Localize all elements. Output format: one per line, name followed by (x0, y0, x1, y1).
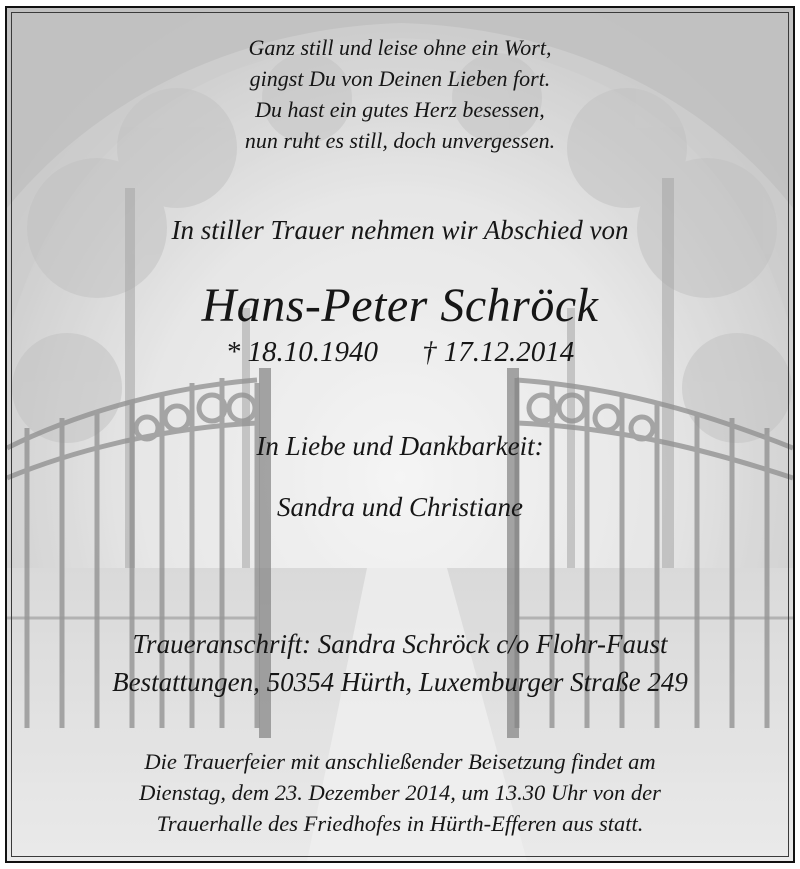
death-date: † 17.12.2014 (422, 336, 575, 368)
birth-date: * 18.10.1940 (225, 336, 378, 368)
address-line: Bestattungen, 50354 Hürth, Luxemburger Straße 249 (112, 667, 688, 697)
obituary-notice (5, 6, 795, 863)
poem-line: Ganz still und leise ohne ein Wort, (248, 35, 552, 60)
poem-line: Du hast ein gutes Herz besessen, (255, 97, 545, 122)
ceremony-line: Die Trauerfeier mit anschließender Beisetzung findet am (144, 749, 656, 774)
address-line: Traueranschrift: Sandra Schröck c/o Flohr-Faust (132, 629, 668, 659)
ceremony-line: Trauerhalle des Friedhofes in Hürth-Efferen aus statt. (156, 811, 644, 836)
life-dates (7, 336, 793, 369)
dedication-line: In Liebe und Dankbarkeit: (256, 431, 544, 461)
mourners-names: Sandra und Christiane (276, 492, 524, 522)
mourning-address (7, 625, 793, 701)
poem-line: gingst Du von Deinen Lieben fort. (249, 66, 551, 91)
ceremony-line: Dienstag, dem 23. Dezember 2014, um 13.30 Uhr von der (139, 780, 661, 805)
poem-line: nun ruht es still, doch unvergessen. (244, 128, 556, 153)
funeral-ceremony-info (7, 746, 793, 839)
memorial-poem (7, 32, 793, 156)
farewell-intro: In stiller Trauer nehmen wir Abschied von (171, 215, 629, 245)
deceased-name: Hans-Peter Schröck (201, 279, 599, 332)
